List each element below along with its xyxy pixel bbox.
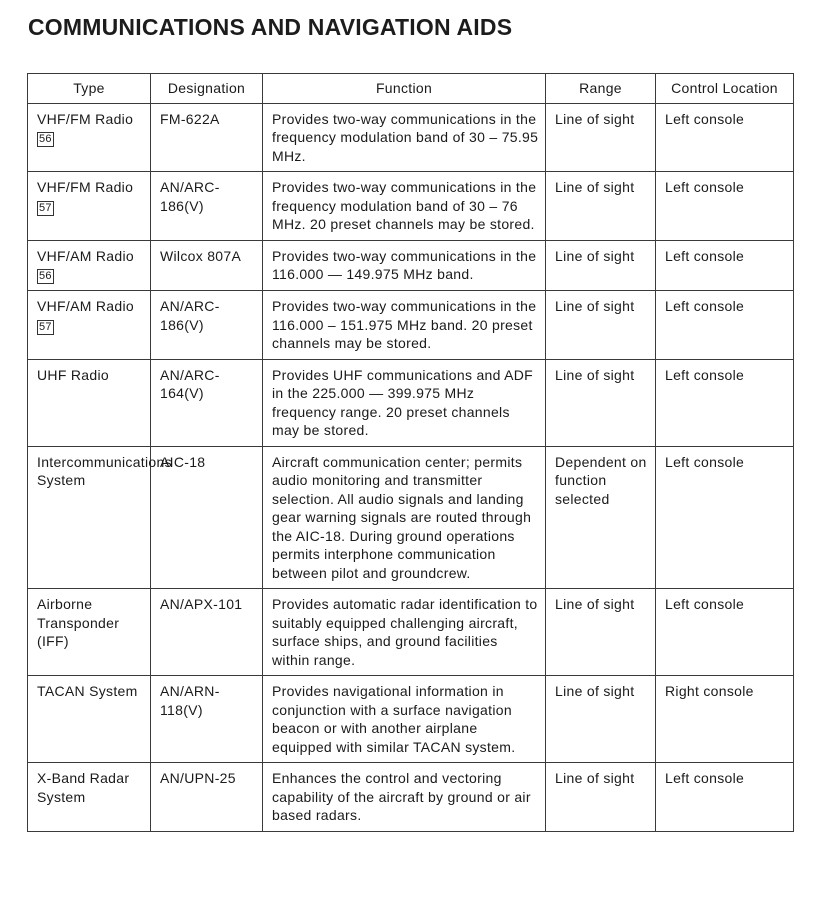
column-header-function: Function xyxy=(263,74,546,104)
type-label: VHF/FM Radio xyxy=(37,179,134,195)
aircraft-model-badge: 56 xyxy=(39,270,52,282)
column-header-control-location: Control Location xyxy=(656,74,794,104)
table-row xyxy=(28,446,794,589)
table-row xyxy=(28,103,794,172)
table-row xyxy=(28,589,794,676)
cell-designation: AN/ARC-164(V) xyxy=(151,359,263,446)
cell-control-location: Left console xyxy=(656,589,794,676)
cell-designation: AN/APX-101 xyxy=(151,589,263,676)
cell-designation: AIC-18 xyxy=(151,446,263,589)
cell-type xyxy=(28,240,151,291)
cell-designation: AN/ARC-186(V) xyxy=(151,291,263,360)
table-row xyxy=(28,763,794,832)
cell-type xyxy=(28,172,151,241)
page-title: COMMUNICATIONS AND NAVIGATION AIDS xyxy=(28,14,513,40)
type-label: VHF/FM Radio xyxy=(37,110,134,127)
type-label: UHF Radio xyxy=(37,366,109,383)
cell-range: Line of sight xyxy=(546,172,656,241)
cell-designation: AN/ARC-186(V) xyxy=(151,172,263,241)
cell-range: Line of sight xyxy=(546,103,656,172)
cell-control-location: Left console xyxy=(656,172,794,241)
cell-function: Enhances the control and vectoring capability of the aircraft by ground or air based radars. xyxy=(263,763,546,832)
cell-function: Aircraft communication center; permits audio monitoring and transmitter selection. All audio signals and landing gear warning signals are routed through the AIC-18. During ground operations permits interphone communication between pilot and groundcrew. xyxy=(263,446,546,589)
table-row xyxy=(28,359,794,446)
cell-type xyxy=(28,359,151,446)
cell-control-location: Left console xyxy=(656,763,794,832)
cell-range: Dependent on function selected xyxy=(546,446,656,589)
table-row xyxy=(28,172,794,241)
type-label: VHF/AM Radio xyxy=(37,298,134,314)
type-label: Intercommunications System xyxy=(37,453,172,488)
cell-range: Line of sight xyxy=(546,359,656,446)
cell-range: Line of sight xyxy=(546,589,656,676)
type-label: TACAN System xyxy=(37,683,138,699)
cell-range: Line of sight xyxy=(546,240,656,291)
cell-type xyxy=(28,589,151,676)
aircraft-model-badge: 56 xyxy=(39,133,52,145)
type-label: VHF/AM Radio xyxy=(37,247,134,264)
cell-function: Provides two-way communications in the 116.000 – 151.975 MHz band. 20 preset channels may be stored. xyxy=(263,291,546,360)
cell-control-location: Right console xyxy=(656,676,794,763)
cell-type xyxy=(28,446,172,589)
type-label: Airborne Transponder (IFF) xyxy=(37,596,120,649)
column-header-designation: Designation xyxy=(151,74,263,104)
column-header-range: Range xyxy=(546,74,656,104)
cell-type xyxy=(28,763,151,832)
cell-function: Provides two-way communications in the frequency modulation band of 30 – 75.95 MHz. xyxy=(263,103,546,172)
table-header-row xyxy=(28,74,794,104)
cell-function: Provides navigational information in conjunction with a surface navigation beacon or with another airplane equipped with similar TACAN system. xyxy=(263,676,546,763)
aircraft-model-badge: 57 xyxy=(39,201,52,214)
column-header-type: Type xyxy=(28,74,151,104)
cell-control-location: Left console xyxy=(656,446,794,589)
cell-type xyxy=(28,291,151,360)
table-row xyxy=(28,240,794,291)
cell-control-location: Left console xyxy=(656,240,794,291)
cell-type xyxy=(28,103,151,172)
cell-function: Provides automatic radar identification to suitably equipped challenging aircraft, surface ships, and ground facilities within range. xyxy=(263,589,546,676)
cell-designation: FM-622A xyxy=(151,103,263,172)
cell-function: Provides UHF communications and ADF in the 225.000 — 399.975 MHz frequency range. 20 preset channels may be stored. xyxy=(263,359,546,446)
cell-designation: AN/ARN-118(V) xyxy=(151,676,263,763)
cell-designation: AN/UPN-25 xyxy=(151,763,263,832)
cell-control-location: Left console xyxy=(656,359,794,446)
table-row xyxy=(28,676,794,763)
cell-designation: Wilcox 807A xyxy=(151,240,263,291)
table-row xyxy=(28,291,794,360)
cell-range: Line of sight xyxy=(546,291,656,360)
type-label: X-Band Radar System xyxy=(37,770,130,805)
cell-type xyxy=(28,676,151,763)
cell-function: Provides two-way communications in the 116.000 — 149.975 MHz band. xyxy=(263,240,546,291)
cell-range: Line of sight xyxy=(546,676,656,763)
aircraft-model-badge: 57 xyxy=(39,320,52,333)
cell-control-location: Left console xyxy=(656,103,794,172)
table-body xyxy=(28,103,794,831)
comms-nav-aids-table xyxy=(27,73,794,832)
cell-range: Line of sight xyxy=(546,763,656,832)
cell-function: Provides two-way communications in the frequency modulation band of 30 – 76 MHz. 20 preset channels may be stored. xyxy=(263,172,546,241)
cell-control-location: Left console xyxy=(656,291,794,360)
